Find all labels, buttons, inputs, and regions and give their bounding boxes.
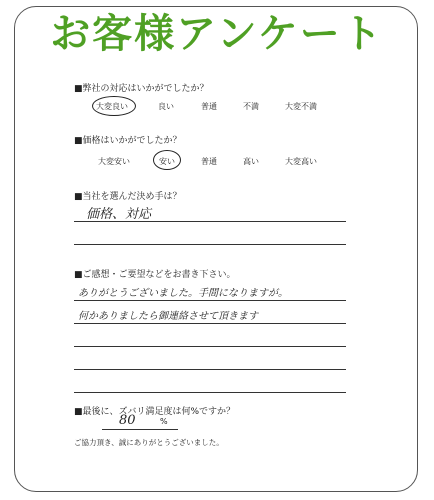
survey-title: お客様アンケート bbox=[50, 11, 384, 57]
selected-answer-circle bbox=[153, 150, 181, 170]
answer-line bbox=[74, 221, 346, 222]
price-option-average: 普通 bbox=[201, 157, 217, 166]
answer-line bbox=[74, 392, 346, 393]
percent-unit: % bbox=[160, 417, 168, 426]
answer-line bbox=[74, 323, 346, 324]
price-option-very-expensive: 大変高い bbox=[285, 157, 317, 166]
answer-line bbox=[74, 300, 346, 301]
question-price: ■価格はいかがでしたか？ bbox=[74, 136, 182, 146]
thank-you-note: ご協力頂き、誠にありがとうございました。 bbox=[74, 438, 224, 447]
answer-line bbox=[74, 369, 346, 370]
price-options bbox=[0, 156, 434, 170]
service-option-very-good: 大変良い bbox=[96, 102, 128, 111]
price-option-cheap: 安い bbox=[159, 157, 175, 166]
answer-line bbox=[74, 244, 346, 245]
answer-line bbox=[74, 346, 346, 347]
satisfaction-answer-line bbox=[102, 429, 178, 430]
question-service: ■弊社の対応はいかがでしたか？ bbox=[74, 84, 209, 94]
service-option-good: 良い bbox=[158, 102, 174, 111]
selected-answer-circle bbox=[92, 96, 136, 116]
survey-card bbox=[14, 6, 418, 492]
service-options bbox=[0, 101, 434, 115]
service-option-dissatisfied: 不満 bbox=[243, 102, 259, 111]
handwritten-comment-line-2: 何かありましたら御連絡させて頂きます bbox=[78, 311, 258, 322]
service-option-very-dissatisfied: 大変不満 bbox=[285, 102, 317, 111]
price-option-very-cheap: 大変安い bbox=[98, 157, 130, 166]
service-option-average: 普通 bbox=[201, 102, 217, 111]
question-satisfaction: ■最後に、ズバリ満足度は何%ですか？ bbox=[74, 407, 236, 417]
handwritten-comment-line-1: ありがとうございました。手間になりますが。 bbox=[78, 288, 288, 299]
price-option-expensive: 高い bbox=[243, 157, 259, 166]
question-deciding-factor: ■当社を選んだ決め手は？ bbox=[74, 192, 182, 202]
question-comments: ■ご感想・ご要望などをお書き下さい。 bbox=[74, 270, 236, 280]
handwritten-answer-deciding-factor: 価格、対応 bbox=[86, 207, 152, 222]
handwritten-satisfaction-value: 80 bbox=[119, 413, 136, 428]
